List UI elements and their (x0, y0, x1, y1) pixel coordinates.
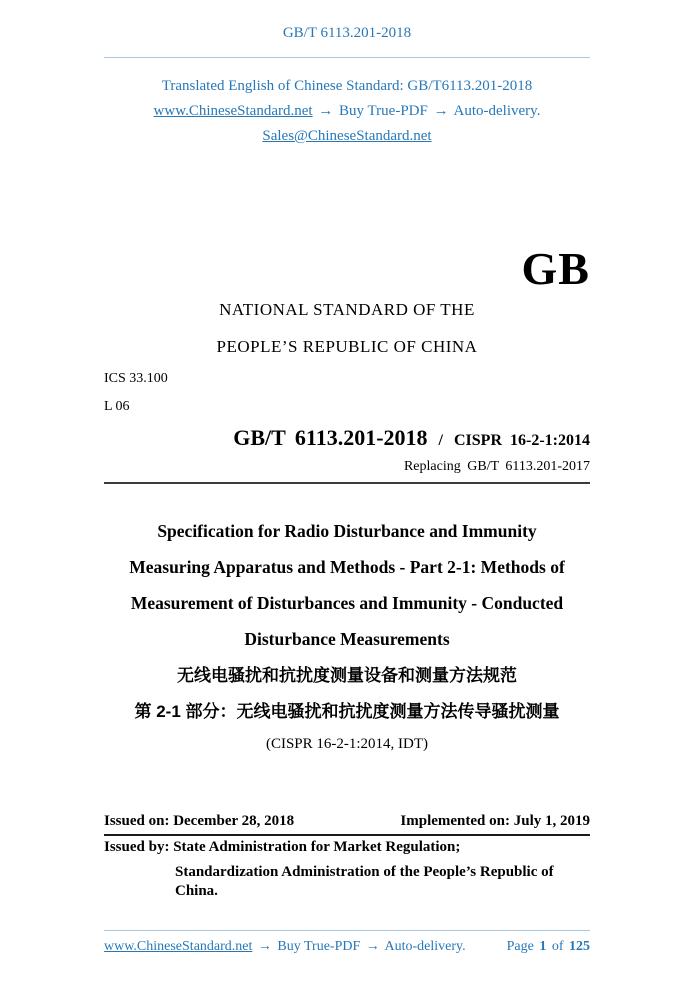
page-indicator (507, 938, 590, 956)
right-arrow-icon: → (433, 103, 449, 119)
issuance-dates-row (104, 812, 590, 831)
standard-number: GB/T 6113.201-2018 (233, 425, 428, 450)
issuer-second-line: Standardization Administration of the People’s Republic of China. (175, 864, 554, 899)
english-title (104, 513, 590, 657)
national-standard-line2: PEOPLE’S REPUBLIC OF CHINA (216, 337, 478, 356)
of-label: of (551, 939, 564, 954)
issuance-rule (104, 834, 590, 836)
header-rule (104, 57, 590, 58)
english-title-line: Measurement of Disturbances and Immunity - Conducted (130, 593, 564, 613)
chinese-title-line2: 第 2-1 部分：无线电骚扰和抗扰度测量方法传导骚扰测量 (134, 702, 560, 721)
chinesestandard-link[interactable]: www.ChineseStandard.net (153, 103, 313, 119)
page-label: Page (506, 939, 534, 954)
chinese-title-line1: 无线电骚扰和抗扰度测量设备和测量方法规范 (177, 666, 517, 685)
issued-on-date: Issued on: December 28, 2018 (104, 813, 295, 829)
ics-code: ICS 33.100 (104, 371, 168, 386)
standard-number-separator: / (438, 432, 443, 449)
national-standard-line1: NATIONAL STANDARD OF THE (219, 300, 475, 319)
total-page-number: 125 (569, 939, 590, 954)
english-title-line: Specification for Radio Disturbance and Immunity (157, 521, 537, 541)
standard-number-line (104, 425, 590, 454)
right-arrow-icon: → (318, 103, 334, 119)
buy-true-pdf-label: Buy True-PDF (277, 939, 361, 954)
sales-email-link[interactable]: Sales@ChineseStandard.net (262, 128, 432, 144)
header-link-line (104, 102, 590, 120)
auto-delivery-label: Auto-delivery. (453, 103, 541, 119)
right-arrow-icon: → (365, 939, 380, 954)
auto-delivery-label: Auto-delivery. (384, 939, 466, 954)
title-divider-rule (104, 482, 590, 484)
footer-link-line (104, 938, 466, 956)
gb-logo: GB (521, 243, 590, 294)
standard-cover-page (0, 24, 693, 1004)
l-classification-code: L 06 (104, 399, 130, 414)
right-arrow-icon: → (257, 939, 272, 954)
email-line (104, 127, 590, 145)
buy-true-pdf-label: Buy True-PDF (339, 103, 428, 119)
translated-standard-note: Translated English of Chinese Standard: GB/T6113.201-2018 (161, 78, 533, 94)
chinesestandard-link[interactable]: www.ChineseStandard.net (104, 939, 253, 954)
issued-by-line: Issued by: State Administration for Market Regulation; (104, 839, 461, 855)
english-title-line: Measuring Apparatus and Methods - Part 2-1: Methods of (129, 557, 565, 577)
page-footer (104, 930, 590, 956)
replacing-note: Replacing GB/T 6113.201-2017 (403, 459, 590, 474)
english-title-line: Disturbance Measurements (244, 629, 450, 649)
current-page-number: 1 (539, 939, 547, 954)
header-doc-number: GB/T 6113.201-2018 (282, 25, 412, 41)
idt-note: (CISPR 16-2-1:2014, IDT) (265, 736, 429, 752)
cispr-reference: CISPR 16-2-1:2014 (454, 432, 590, 449)
implemented-on-date: Implemented on: July 1, 2019 (400, 813, 590, 829)
